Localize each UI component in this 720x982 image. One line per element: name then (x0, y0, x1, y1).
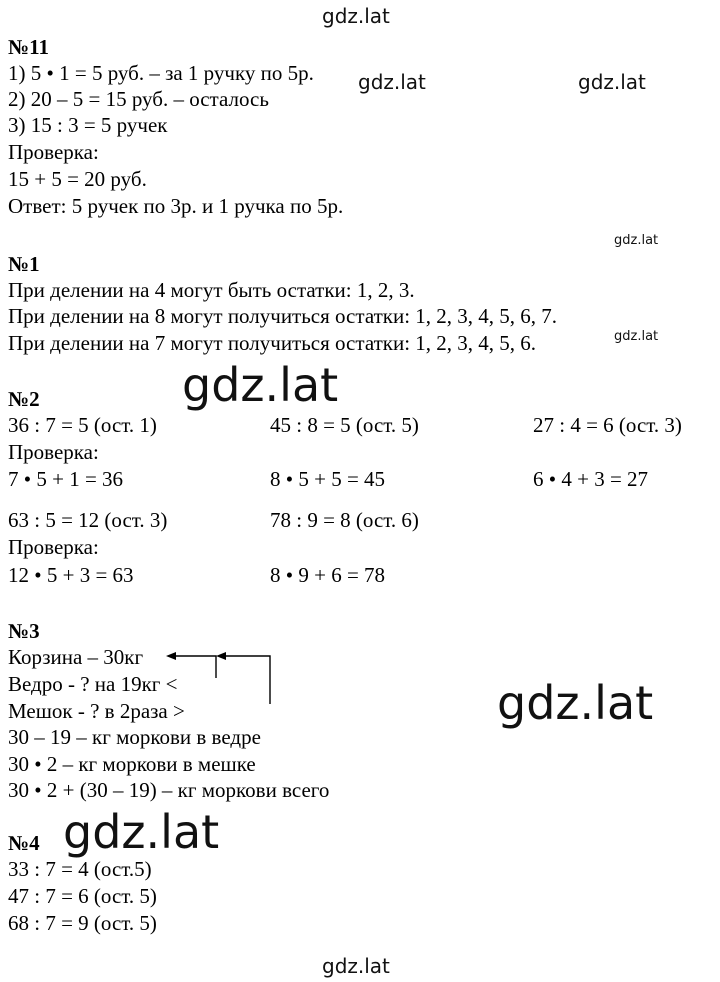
arrow-bucket-path (172, 656, 216, 678)
arrow-sack-path (222, 656, 270, 704)
task2-check2-col1: 12 • 5 + 3 = 63 (8, 563, 134, 587)
arrow-sack-head (216, 652, 226, 660)
task11-answer: Ответ: 5 ручек по 3р. и 1 ручка по 5р. (8, 194, 344, 218)
task2-check1-label: Проверка: (8, 440, 99, 464)
task4-line-2: 47 : 7 = 6 (ост. 5) (8, 884, 157, 908)
task11-heading: №11 (8, 35, 49, 59)
arrow-bucket-head (166, 652, 176, 660)
watermark-small-2: gdz.lat (614, 329, 659, 344)
task4-line-1: 33 : 7 = 4 (ост.5) (8, 857, 152, 881)
task2-row1-col3: 27 : 4 = 6 (ост. 3) (533, 413, 682, 437)
task3-line-3: Мешок - ? в 2раза > (8, 699, 185, 723)
task1-line-3: При делении на 7 могут получиться остатки: 1, 2, 3, 4, 5, 6. (8, 331, 537, 355)
task3-line-1: Корзина – 30кг (8, 645, 144, 669)
task2-heading: №2 (8, 387, 40, 411)
task3-line-6: 30 • 2 + (30 – 19) – кг моркови всего (8, 778, 330, 802)
task1-line-2: При делении на 8 могут получиться остатки: 1, 2, 3, 4, 5, 6, 7. (8, 304, 558, 328)
watermark-task11-right: gdz.lat (578, 70, 646, 94)
task4-line-3: 68 : 7 = 9 (ост. 5) (8, 911, 157, 935)
task3-line-4: 30 – 19 – кг моркови в ведре (8, 725, 261, 749)
task3-line-5: 30 • 2 – кг моркови в мешке (8, 752, 256, 776)
task11-check-label: Проверка: (8, 140, 99, 164)
watermark-large-2: gdz.lat (497, 676, 654, 730)
task2-row2-col1: 63 : 5 = 12 (ост. 3) (8, 508, 168, 532)
task1-heading: №1 (8, 252, 40, 276)
task11-check-line: 15 + 5 = 20 руб. (8, 167, 147, 191)
task2-row1-col2: 45 : 8 = 5 (ост. 5) (270, 413, 419, 437)
task4-heading: №4 (8, 831, 40, 855)
watermark-task11-middle: gdz.lat (358, 70, 426, 94)
task2-check2-label: Проверка: (8, 535, 99, 559)
watermark-large-1: gdz.lat (182, 358, 339, 412)
watermark-large-3: gdz.lat (63, 805, 220, 859)
task11-line-2: 2) 20 – 5 = 15 руб. – осталось (8, 87, 269, 111)
task3-heading: №3 (8, 619, 40, 643)
task2-check2-col2: 8 • 9 + 6 = 78 (270, 563, 386, 587)
task11-line-1: 1) 5 • 1 = 5 руб. – за 1 ручку по 5р. (8, 61, 314, 85)
watermark-small-1: gdz.lat (614, 233, 659, 248)
task2-check1-col3: 6 • 4 + 3 = 27 (533, 467, 649, 491)
task11-line-3: 3) 15 : 3 = 5 ручек (8, 113, 168, 137)
watermark-top: gdz.lat (322, 4, 390, 28)
watermark-bottom: gdz.lat (322, 954, 390, 978)
task2-check1-col1: 7 • 5 + 1 = 36 (8, 467, 124, 491)
task2-check1-col2: 8 • 5 + 5 = 45 (270, 467, 386, 491)
task2-row1-col1: 36 : 7 = 5 (ост. 1) (8, 413, 157, 437)
task2-row2-col2: 78 : 9 = 8 (ост. 6) (270, 508, 419, 532)
task1-line-1: При делении на 4 могут быть остатки: 1, 2, 3. (8, 278, 415, 302)
task3-line-2: Ведро - ? на 19кг < (8, 672, 178, 696)
